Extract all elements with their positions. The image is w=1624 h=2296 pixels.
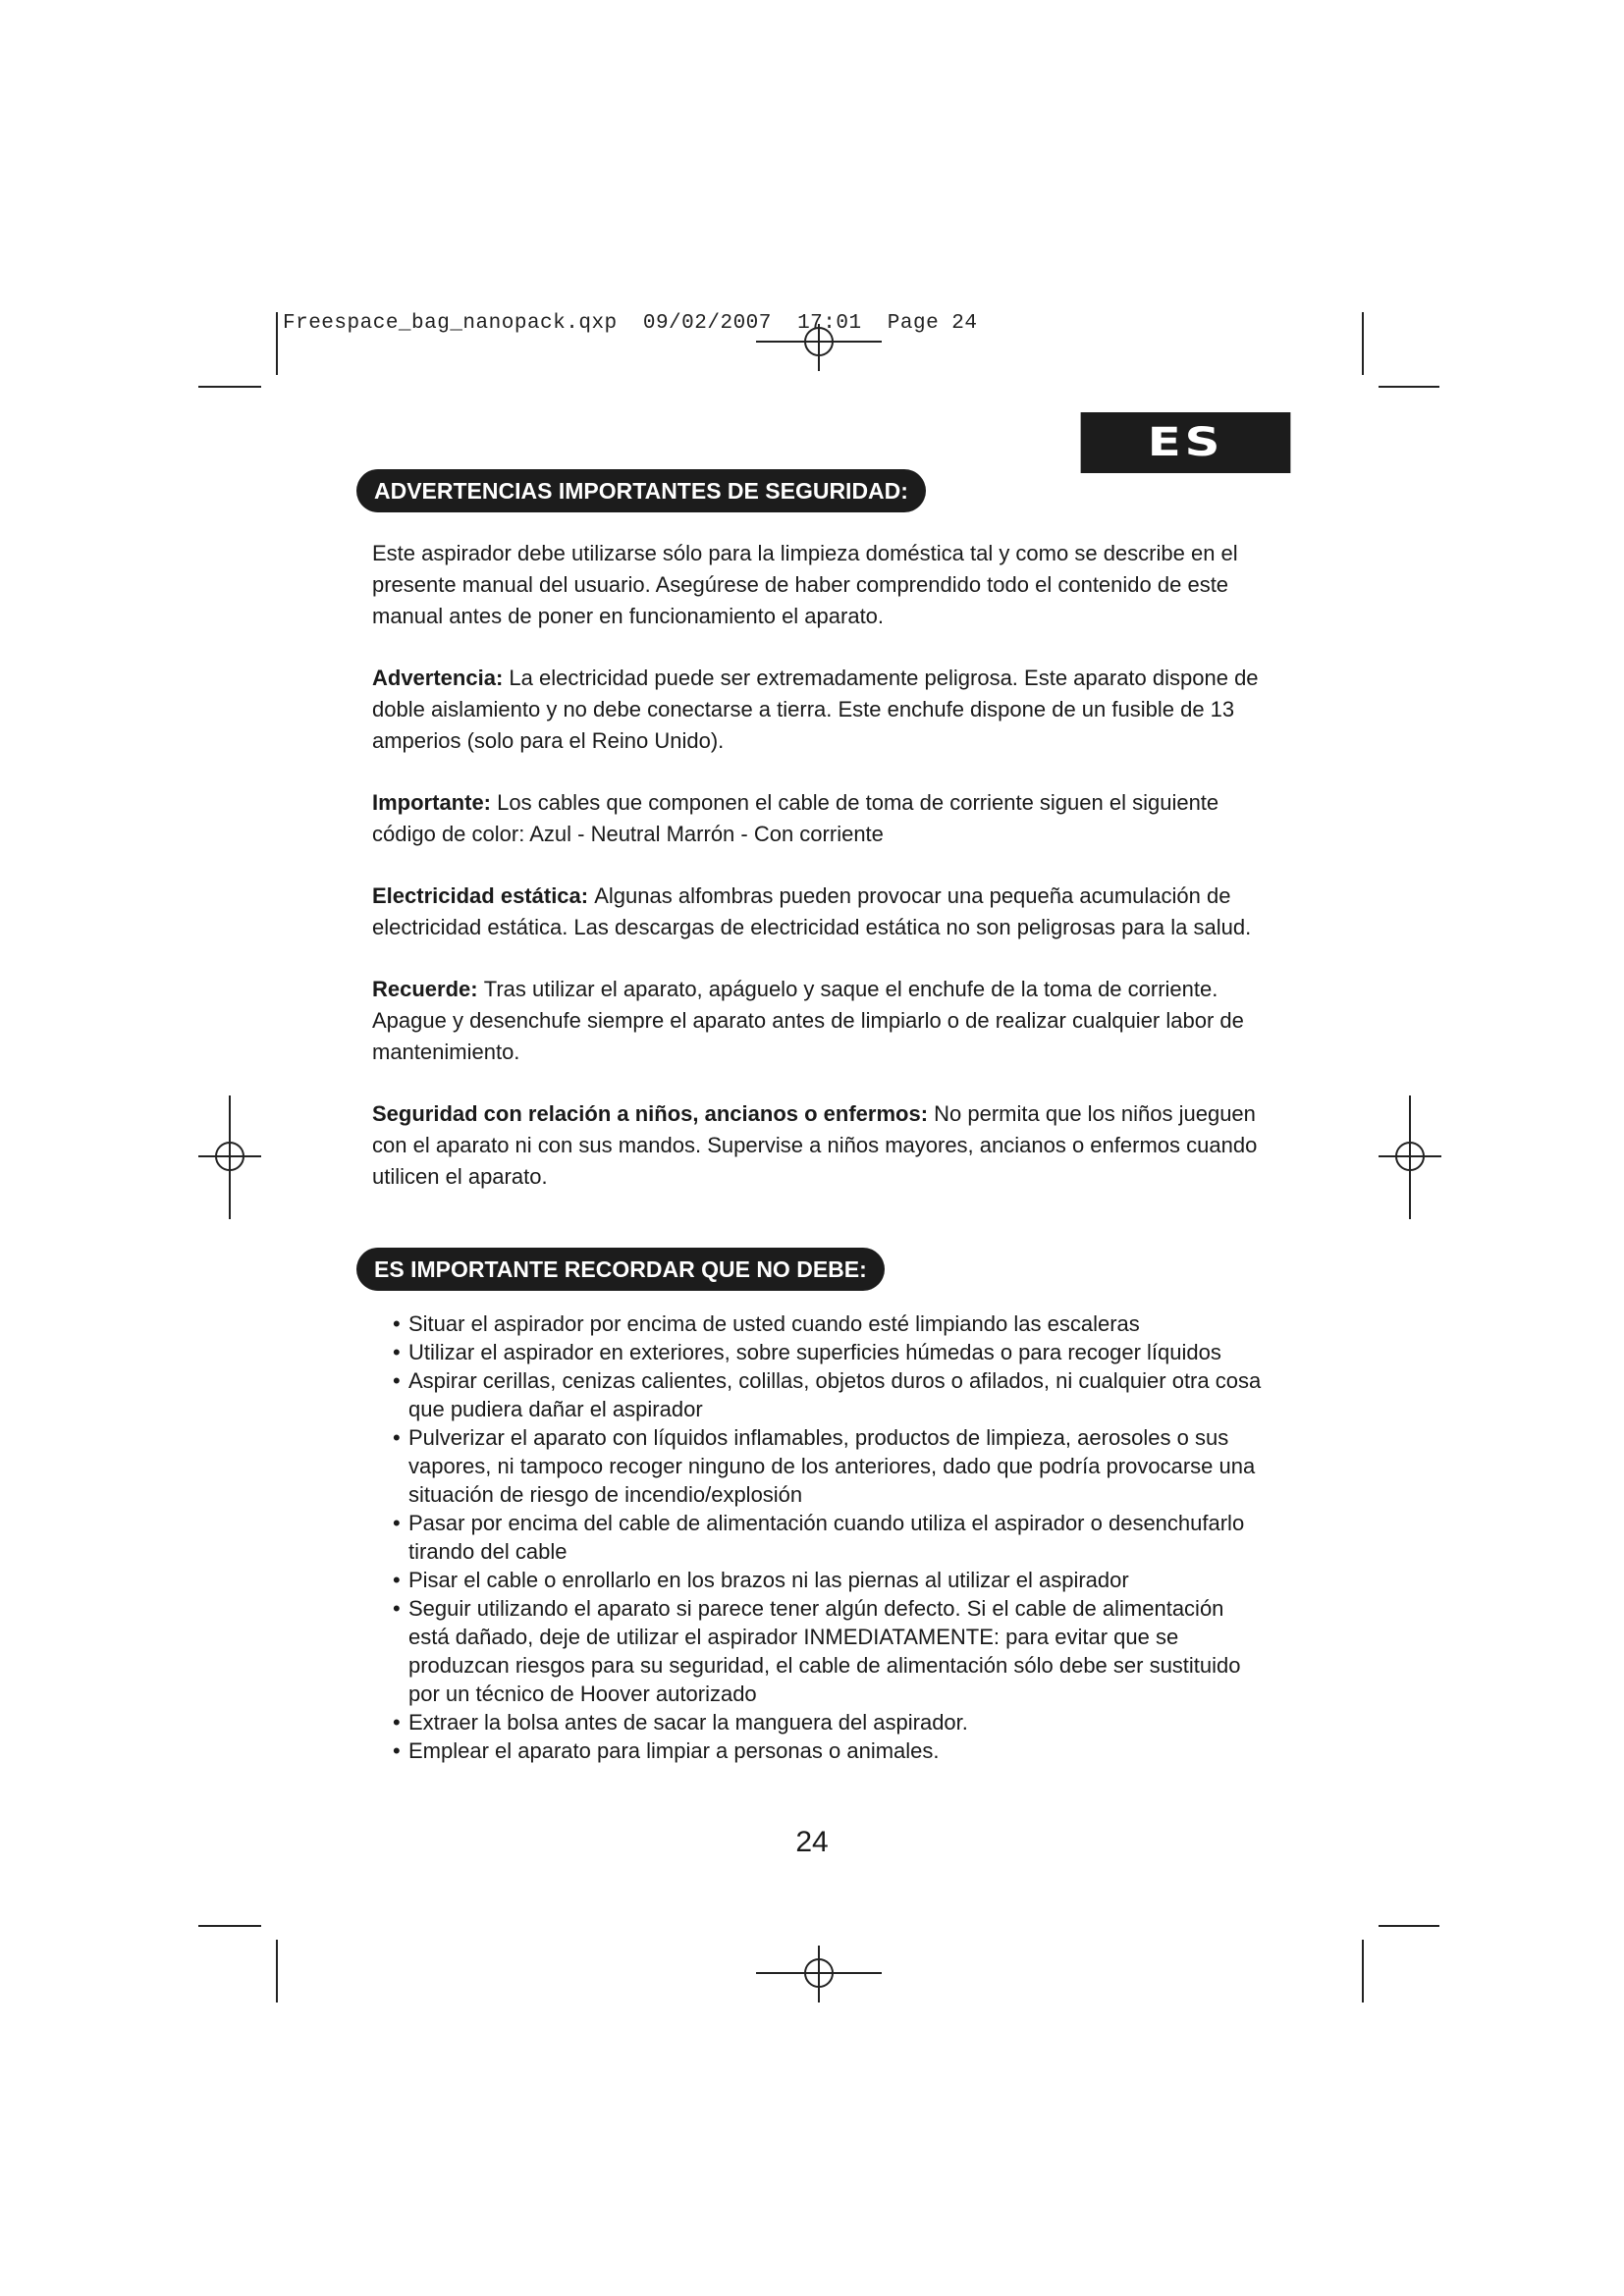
reminder-label: Recuerde: [372,977,484,1001]
language-badge [1081,412,1291,473]
list-item: • Utilizar el aspirador en exteriores, sobre superficies húmedas o para recoger líquidos [372,1338,1266,1366]
list-item: • Situar el aspirador por encima de usted cuando esté limpiando las escaleras [372,1309,1266,1338]
do-not-list [372,1309,1266,1765]
warning-text: La electricidad puede ser extremadamente peligrosa. Este aparato dispone de doble aislamiento y no debe conectarse a tierra. Este enchufe dispone de un fusible de 13 amperios (solo para el Reino Unido). [372,666,1259,753]
static-electricity-label: Electricidad estática: [372,883,595,908]
reminder-paragraph [372,974,1261,1068]
important-text: Los cables que componen el cable de toma de corriente siguen el siguiente código de color: Azul - Neutral Marrón - Con corriente [372,790,1219,846]
section-title-do-not: ES IMPORTANTE RECORDAR QUE NO DEBE: [356,1248,885,1291]
page-number: 24 [795,1826,829,1858]
list-item: • Seguir utilizando el aparato si parece tener algún defecto. Si el cable de alimentación está dañado, deje de utilizar el aspirador INMEDIATAMENTE: para evitar que se produzcan riesgos para su seguridad, el cable de alimentación sólo debe ser sustituido por un técnico de Hoover autorizado [372,1594,1266,1708]
list-item: • Extraer la bolsa antes de sacar la manguera del aspirador. [372,1708,1266,1736]
important-label: Importante: [372,790,498,815]
file-slug-header: Freespace_bag_nanopack.qxp 09/02/2007 17:01 Page 24 [283,312,978,335]
important-paragraph [372,787,1261,850]
child-safety-paragraph [372,1098,1261,1193]
list-item: • Aspirar cerillas, cenizas calientes, colillas, objetos duros o afilados, ni cualquier otra cosa que pudiera dañar el aspirador [372,1366,1266,1423]
warning-label: Advertencia: [372,666,510,690]
language-code: ES [1147,420,1224,465]
reminder-text: Tras utilizar el aparato, apáguelo y saque el enchufe de la toma de corriente. Apague y desenchufe siempre el aparato antes de limpiarlo o de realizar cualquier labor de mantenimiento. [372,977,1244,1064]
child-safety-label: Seguridad con relación a niños, ancianos o enfermos: [372,1101,935,1126]
intro-paragraph: Este aspirador debe utilizarse sólo para la limpieza doméstica tal y como se describe en el presente manual del usuario. Asegúrese de haber comprendido todo el contenido de este manual antes de poner en funcionamiento el aparato. [372,541,1238,628]
list-item: • Pisar el cable o enrollarlo en los brazos ni las piernas al utilizar el aspirador [372,1566,1266,1594]
warning-paragraph [372,663,1261,757]
static-electricity-paragraph [372,881,1261,943]
safety-warnings-body [372,538,1261,1223]
list-item: • Pulverizar el aparato con líquidos inflamables, productos de limpieza, aerosoles o sus vapores, ni tampoco recoger ninguno de los anteriores, dado que podría provocarse una situación de riesgo de incendio/explosión [372,1423,1266,1509]
list-item: • Pasar por encima del cable de alimentación cuando utiliza el aspirador o desenchufarlo tirando del cable [372,1509,1266,1566]
list-item: • Emplear el aparato para limpiar a personas o animales. [372,1736,1266,1765]
section-title-safety-warnings: ADVERTENCIAS IMPORTANTES DE SEGURIDAD: [356,469,926,512]
child-safety-text: No permita que los niños jueguen con el aparato ni con sus mandos. Supervise a niños mayores, ancianos o enfermos cuando utilicen el aparato. [372,1101,1258,1189]
static-electricity-text: Algunas alfombras pueden provocar una pequeña acumulación de electricidad estática. Las descargas de electricidad estática no son peligrosas para la salud. [372,883,1252,939]
